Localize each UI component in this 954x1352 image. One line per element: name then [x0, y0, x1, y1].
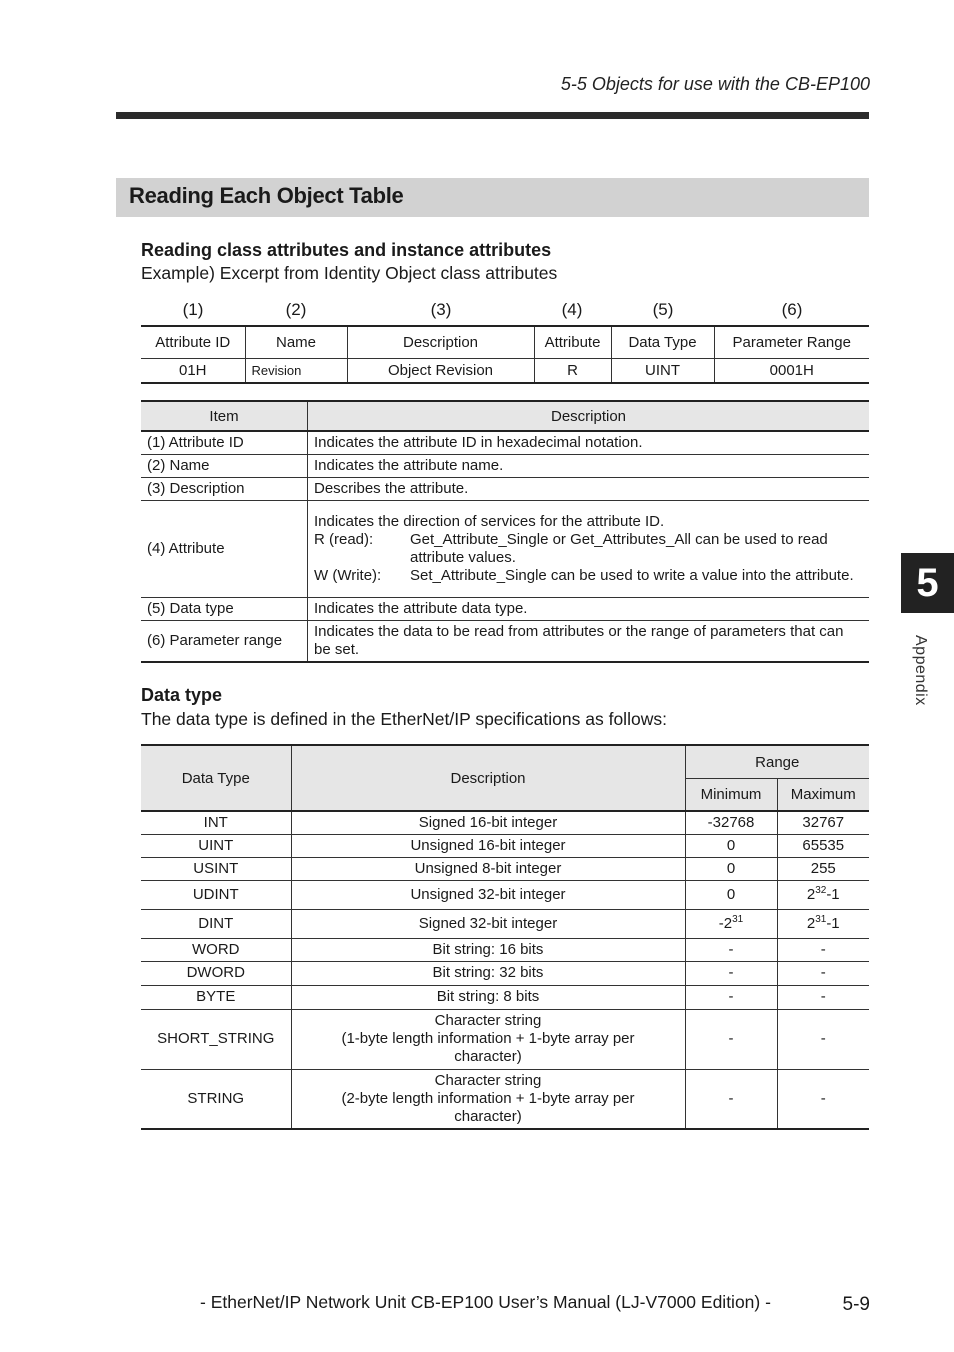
description-cell: Signed 32-bit integer — [291, 909, 685, 938]
description-cell: Indicates the data to be read from attributes or the range of parameters that can be set. — [308, 620, 870, 662]
type-cell: SHORT_STRING — [141, 1009, 291, 1069]
table-row — [141, 880, 869, 909]
definition-term: W (Write): — [314, 566, 382, 584]
subsection-heading: Reading class attributes and instance attributes — [141, 240, 552, 260]
table-row — [141, 985, 869, 1009]
type-cell: DWORD — [141, 961, 291, 985]
maximum-cell: 32767 — [777, 811, 869, 834]
description-cell: Bit string: 32 bits — [291, 961, 685, 985]
table-row — [141, 454, 869, 477]
table-cell: Revision — [245, 359, 347, 384]
item-cell: (4) Attribute — [141, 500, 308, 597]
type-cell: USINT — [141, 857, 291, 880]
minimum-cell: -32768 — [685, 811, 777, 834]
description-cell: Indicates the attribute data type. — [308, 597, 870, 620]
chapter-tab: 5 — [901, 553, 954, 613]
minimum-cell: - — [685, 1069, 777, 1129]
header-rule — [116, 112, 869, 119]
column-markers — [141, 300, 869, 320]
type-cell: UDINT — [141, 880, 291, 909]
table-row — [141, 597, 869, 620]
subsection-text: The data type is defined in the EtherNet/IP specifications as follows: — [141, 709, 667, 729]
header-cell: Attribute — [534, 326, 611, 359]
definition-term: R (read): — [314, 530, 374, 548]
description-cell — [308, 500, 870, 597]
minimum-cell: - — [685, 1009, 777, 1069]
maximum-cell: 65535 — [777, 834, 869, 857]
running-header: 5-5 Objects for use with the CB-EP100 — [560, 74, 870, 94]
description-cell: Bit string: 16 bits — [291, 938, 685, 961]
minimum-cell: 0 — [685, 834, 777, 857]
type-cell: WORD — [141, 938, 291, 961]
chapter-tab-label — [903, 635, 951, 725]
table-row — [141, 857, 869, 880]
item-cell: (5) Data type — [141, 597, 308, 620]
maximum-cell: $2^{31}-1$ — [777, 909, 869, 938]
example-caption: Example) Excerpt from Identity Object class attributes — [141, 263, 558, 283]
maximum-cell: - — [777, 1069, 869, 1129]
item-cell: (3) Description — [141, 477, 308, 500]
minimum-cell: - — [685, 938, 777, 961]
minimum-cell: - — [685, 961, 777, 985]
table-cell: UINT — [611, 359, 714, 384]
table-row — [141, 500, 869, 597]
example-attribute-table — [141, 325, 869, 384]
header-cell: Minimum — [685, 779, 777, 812]
column-marker: (1) — [182, 300, 204, 319]
header-cell: Data Type — [141, 745, 291, 811]
type-cell: UINT — [141, 834, 291, 857]
table-row — [141, 961, 869, 985]
section-title: Reading Each Object Table — [129, 183, 404, 208]
description-cell: Character string (1-byte length information + 1-byte array per character) — [291, 1009, 685, 1069]
definition-text: Get_Attribute_Single or Get_Attributes_All can be used to read attribute values. — [410, 530, 828, 566]
maximum-cell: - — [777, 985, 869, 1009]
description-cell: Unsigned 32-bit integer — [291, 880, 685, 909]
type-cell: BYTE — [141, 985, 291, 1009]
description-cell: Character string (2-byte length information + 1-byte array per character) — [291, 1069, 685, 1129]
header-cell: Data Type — [611, 326, 714, 359]
column-marker: (2) — [285, 300, 307, 319]
item-description-table — [141, 400, 869, 663]
description-cell: Signed 16-bit integer — [291, 811, 685, 834]
table-header-row — [141, 401, 869, 431]
table-row — [141, 909, 869, 938]
maximum-cell: - — [777, 961, 869, 985]
description-cell: Indicates the attribute ID in hexadecimal notation. — [308, 431, 870, 454]
type-cell: INT — [141, 811, 291, 834]
table-row — [141, 620, 869, 662]
subsection-heading: Data type — [141, 685, 223, 705]
table-row — [141, 811, 869, 834]
header-cell: Description — [347, 326, 534, 359]
header-cell: Attribute ID — [141, 326, 245, 359]
item-cell: (1) Attribute ID — [141, 431, 308, 454]
table-row — [141, 1069, 869, 1129]
minimum-cell: 0 — [685, 880, 777, 909]
header-cell: Parameter Range — [714, 326, 869, 359]
footer-text: - EtherNet/IP Network Unit CB-EP100 User’s Manual (LJ-V7000 Edition) - — [200, 1292, 771, 1312]
maximum-cell: 255 — [777, 857, 869, 880]
column-marker: (4) — [561, 300, 583, 319]
description-cell: Describes the attribute. — [308, 477, 870, 500]
minimum-cell: - — [685, 985, 777, 1009]
table-row — [141, 359, 869, 384]
maximum-cell: - — [777, 938, 869, 961]
table-row — [141, 834, 869, 857]
header-cell: Maximum — [777, 779, 869, 812]
table-row — [141, 431, 869, 454]
header-cell: Range — [685, 745, 869, 779]
header-cell: Description — [291, 745, 685, 811]
page-number: 5-9 — [842, 1294, 870, 1315]
data-type-table — [141, 744, 869, 1130]
maximum-cell: - — [777, 1009, 869, 1069]
header-cell: Name — [245, 326, 347, 359]
table-cell: 01H — [141, 359, 245, 384]
definition-text: Set_Attribute_Single can be used to write a value into the attribute. — [410, 566, 854, 584]
column-marker: (6) — [781, 300, 803, 319]
item-cell: (2) Name — [141, 454, 308, 477]
header-cell: Item — [141, 401, 308, 431]
table-header-row — [141, 326, 869, 359]
section-heading-bar — [116, 178, 869, 217]
column-marker: (5) — [652, 300, 674, 319]
table-row — [141, 1009, 869, 1069]
minimum-cell: 0 — [685, 857, 777, 880]
table-cell: 0001H — [714, 359, 869, 384]
description-cell: Indicates the attribute name. — [308, 454, 870, 477]
table-cell: Object Revision — [347, 359, 534, 384]
table-cell: R — [534, 359, 611, 384]
table-header-row — [141, 745, 869, 779]
header-cell: Description — [308, 401, 870, 431]
chapter-label-text: Appendix — [912, 635, 929, 706]
column-marker: (3) — [430, 300, 452, 319]
description-cell: Bit string: 8 bits — [291, 985, 685, 1009]
description-text: Indicates the direction of services for the attribute ID. — [314, 512, 665, 530]
direction-definitions — [314, 531, 863, 585]
description-cell: Unsigned 16-bit integer — [291, 834, 685, 857]
type-cell: DINT — [141, 909, 291, 938]
table-row — [141, 938, 869, 961]
maximum-cell: $2^{32}-1$ — [777, 880, 869, 909]
type-cell: STRING — [141, 1069, 291, 1129]
description-cell: Unsigned 8-bit integer — [291, 857, 685, 880]
table-row — [141, 477, 869, 500]
item-cell: (6) Parameter range — [141, 620, 308, 662]
minimum-cell: $-2^{31}$ — [685, 909, 777, 938]
